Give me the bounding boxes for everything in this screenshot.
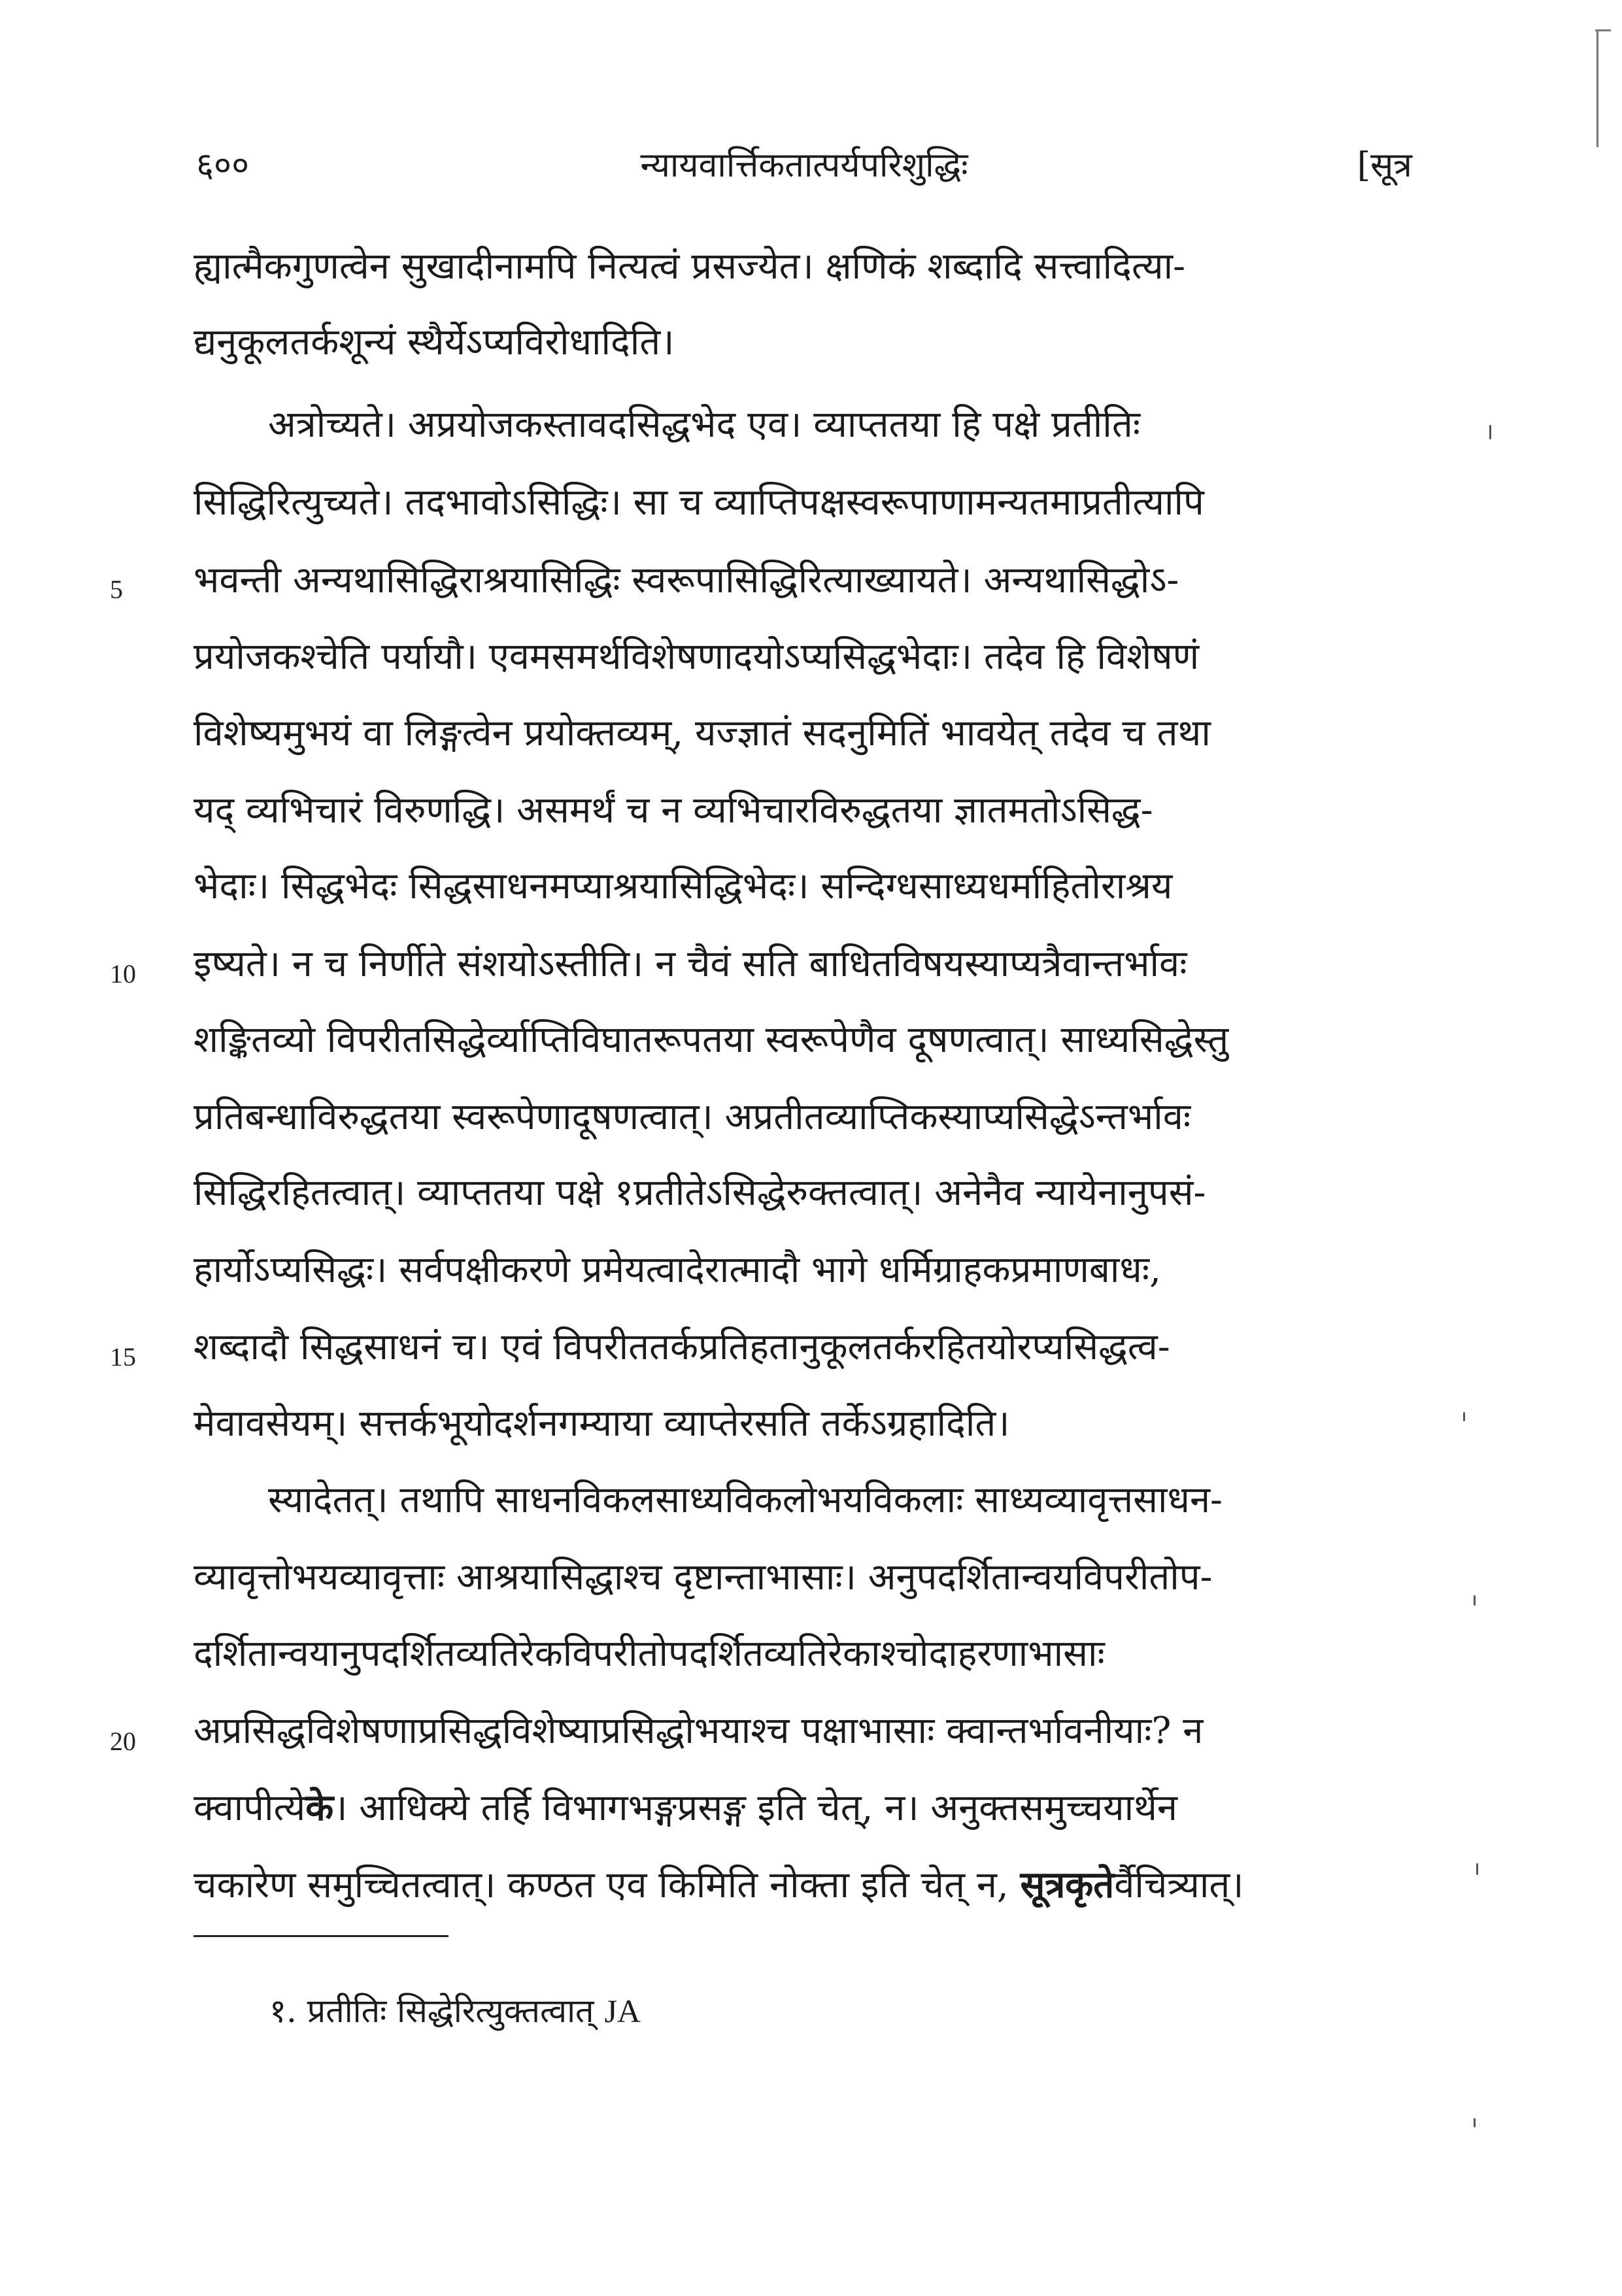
text-line: सिद्धिरहितत्वात्। व्याप्ततया पक्षे १प्रतीतेऽसिद्धेरुक्तत्वात्। अनेनैव न्यायेनानुपसं- (194, 1172, 1206, 1214)
text-line: शङ्कितव्यो विपरीतसिद्धेर्व्याप्तिविघातरूपतया स्वरूपेणैव दूषणत्वात्। साध्यसिद्धेस्तु (194, 1019, 1229, 1061)
text-line: हार्योऽप्यसिद्धः। सर्वपक्षीकरणे प्रमेयत्वादेरात्मादौ भागे धर्मिग्राहकप्रमाणबाधः, (194, 1249, 1161, 1291)
text-line (194, 1786, 1412, 1829)
running-title: न्यायवार्त्तिकतात्पर्यपरिशुद्धिः (640, 146, 968, 185)
footnote-text: १. प्रतीतिः सिद्धेरित्युक्तत्वात् (269, 1992, 594, 2030)
scan-speck (1489, 425, 1491, 439)
text-line: यद् व्यभिचारं विरुणद्धि। असमर्थं च न व्यभिचारविरुद्धतया ज्ञातमतोऽसिद्ध- (194, 789, 1153, 832)
section-marker: [सूत्र (1357, 146, 1412, 185)
text-line: सिद्धिरित्युच्यते। तदभावोऽसिद्धिः। सा च व्याप्तिपक्षस्वरूपाणामन्यतमाप्रतीत्यापि (194, 481, 1204, 524)
text-line: शब्दादौ सिद्धसाधनं च। एवं विपरीततर्कप्रतिहतानुकूलतर्करहितयोरप्यसिद्धत्व- (194, 1326, 1170, 1368)
text-run: चकारेण समुच्चितत्वात्। कण्ठत एव किमिति नोक्ता इति चेत् न, (194, 1864, 1021, 1906)
scan-speck (1474, 2118, 1476, 2127)
scan-speck (1474, 1595, 1476, 1606)
scan-speck (1463, 1412, 1465, 1421)
line-number: 20 (110, 1727, 136, 1756)
scan-speck (1476, 1863, 1478, 1875)
text-line: द्यनुकूलतर्कशून्यं स्थैर्येऽप्यविरोधादिति। (194, 321, 675, 363)
text-line: मेवावसेयम्। सत्तर्कभूयोदर्शनगम्याया व्याप्तेरसति तर्केऽग्रहादिति। (194, 1402, 1010, 1445)
line-number: 15 (110, 1342, 136, 1372)
line-number: 5 (110, 575, 123, 604)
page-number: ६०० (196, 146, 250, 185)
text-line: विशेष्यमुभयं वा लिङ्गत्वेन प्रयोक्तव्यम्, यज्ज्ञातं सदनुमितिं भावयेत् तदेव च तथा (194, 712, 1211, 754)
bold-run: के (305, 1786, 334, 1829)
text-line: ह्यात्मैकगुणत्वेन सुखादीनामपि नित्यत्वं प्रसज्येत। क्षणिकं शब्दादि सत्त्वादित्या- (194, 245, 1185, 288)
text-line: व्यावृत्तोभयव्यावृत्ताः आश्रयासिद्धाश्च दृष्टान्ताभासाः। अनुपदर्शितान्वयविपरीतोप- (194, 1556, 1213, 1598)
running-header (196, 141, 1412, 193)
scan-edge-mark (1597, 29, 1598, 147)
line-number: 10 (110, 959, 136, 988)
text-line (194, 1863, 1412, 1906)
text-line: भेदाः। सिद्धभेदः सिद्धसाधनमप्याश्रयासिद्धिभेदः। सन्दिग्धसाध्यधर्माहितोराश्रय (194, 865, 1173, 907)
footnote-siglum: JA (604, 1993, 641, 2029)
text-line: अत्रोच्यते। अप्रयोजकस्तावदसिद्धभेद एव। व्याप्ततया हि पक्षे प्रतीतिः (268, 403, 1141, 446)
text-line: दर्शितान्वयानुपदर्शितव्यतिरेकविपरीतोपदर्शितव्यतिरेकाश्चोदाहरणाभासाः (194, 1632, 1105, 1675)
text-line: अप्रसिद्धविशेषणाप्रसिद्धविशेष्याप्रसिद्धोभयाश्च पक्षाभासाः क्वान्तर्भावनीयाः? न (194, 1710, 1204, 1752)
text-line: भवन्ती अन्यथासिद्धिराश्रयासिद्धिः स्वरूपासिद्धिरित्याख्यायते। अन्यथासिद्धोऽ- (194, 559, 1179, 601)
bold-run: सूत्रकृते (1020, 1863, 1115, 1906)
text-run: र्वैचित्र्यात्। (1114, 1864, 1244, 1906)
text-run: । आधिक्ये तर्हि विभागभङ्गप्रसङ्ग इति चेत्, न। अनुक्तसमुच्चयार्थेन (333, 1787, 1178, 1829)
text-line: इष्यते। न च निर्णीते संशयोऽस्तीति। न चैवं सति बाधितविषयस्याप्यत्रैवान्तर्भावः (194, 943, 1187, 985)
text-run: क्वापीत्ये (194, 1787, 306, 1829)
text-line: स्यादेतत्। तथापि साधनविकलसाध्यविकलोभयविकलाः साध्यव्यावृत्तसाधन- (268, 1479, 1223, 1521)
footnote-rule (194, 1935, 448, 1937)
footnote (269, 1987, 641, 2032)
text-line: प्रतिबन्धाविरुद्धतया स्वरूपेणादूषणत्वात्। अप्रतीतव्याप्तिकस्याप्यसिद्धेऽन्तर्भावः (194, 1096, 1191, 1138)
text-line: प्रयोजकश्चेति पर्यायौ। एवमसमर्थविशेषणादयोऽप्यसिद्धभेदाः। तदेव हि विशेषणं (194, 635, 1200, 678)
